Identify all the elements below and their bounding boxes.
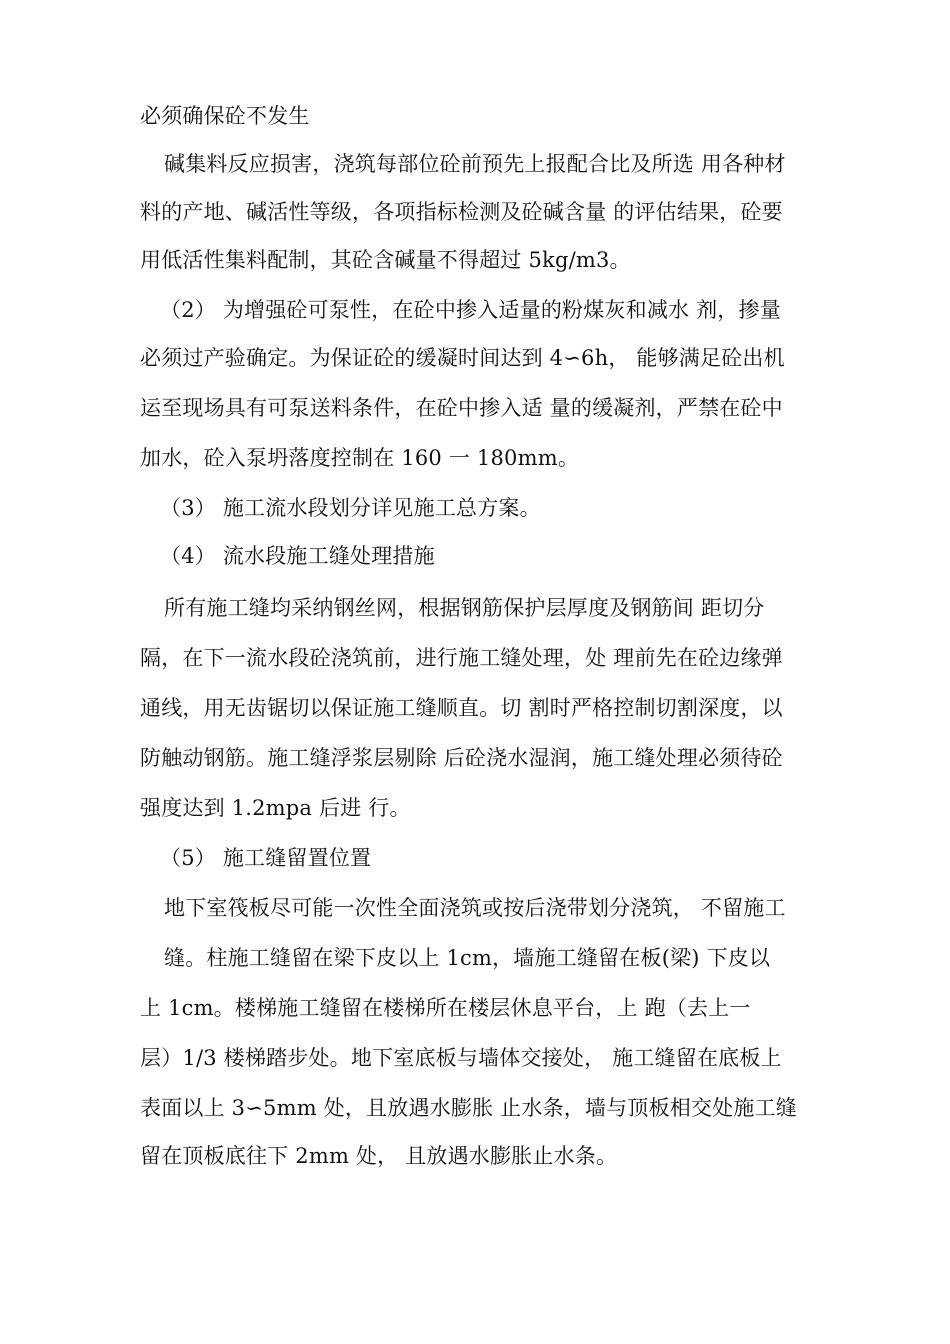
text-line: 料的产地、碱活性等级，各项指标检测及砼碱含量 的评估结果，砼要 [140,200,783,224]
text-line: 通线，用无齿锯切以保证施工缝顺直。切 割时严格控制切割深度，以 [140,696,783,720]
text-line: 缝。柱施工缝留在梁下皮以上 1cm，墙施工缝留在板(梁) 下皮以 [164,946,771,970]
text-line: 上 1cm。楼梯施工缝留在楼梯所在楼层休息平台，上 跑（去上一 [140,996,751,1020]
text-line: 加水，砼入泵坍落度控制在 160 一 180mm。 [140,446,580,470]
text-line: 地下室筏板尽可能一次性全面浇筑或按后浇带划分浇筑， 不留施工 [164,896,786,920]
text-line: （3） 施工流水段划分详见施工总方案。 [160,496,541,520]
text-line: 隔，在下一流水段砼浇筑前，进行施工缝处理，处 理前先在砼边缘弹 [140,646,783,670]
text-line: （5） 施工缝留置位置 [160,846,372,870]
text-line: 必须过产验确定。为保证砼的缓凝时间达到 4∽6h， 能够满足砼出机 [140,346,785,370]
text-line: 必须确保砼不发生 [140,104,310,128]
text-line: 表面以上 3∽5mm 处，且放遇水膨胀 止水条，墙与顶板相交处施工缝 [140,1096,797,1120]
text-line: （2） 为增强砼可泵性，在砼中掺入适量的粉煤灰和减水 剂，掺量 [160,298,781,322]
text-line: 层）1/3 楼梯踏步处。地下室底板与墙体交接处， 施工缝留在底板上 [140,1046,782,1070]
text-line: 留在顶板底往下 2mm 处， 且放遇水膨胀止水条。 [140,1144,618,1168]
text-line: 所有施工缝均采纳钢丝网，根据钢筋保护层厚度及钢筋间 距切分 [164,596,765,620]
text-line: 运至现场具有可泵送料条件，在砼中掺入适 量的缓凝剂，严禁在砼中 [140,396,783,420]
text-line: 强度达到 1.2mpa 后进 行。 [140,796,411,820]
text-line: （4） 流水段施工缝处理措施 [160,544,435,568]
text-line: 防触动钢筋。施工缝浮浆层剔除 后砼浇水湿润，施工缝处理必须待砼 [140,746,783,770]
text-line: 碱集料反应损害，浇筑每部位砼前预先上报配合比及所选 用各种材 [164,152,786,176]
text-line: 用低活性集料配制，其砼含碱量不得超过 5kg/m3。 [140,248,631,272]
